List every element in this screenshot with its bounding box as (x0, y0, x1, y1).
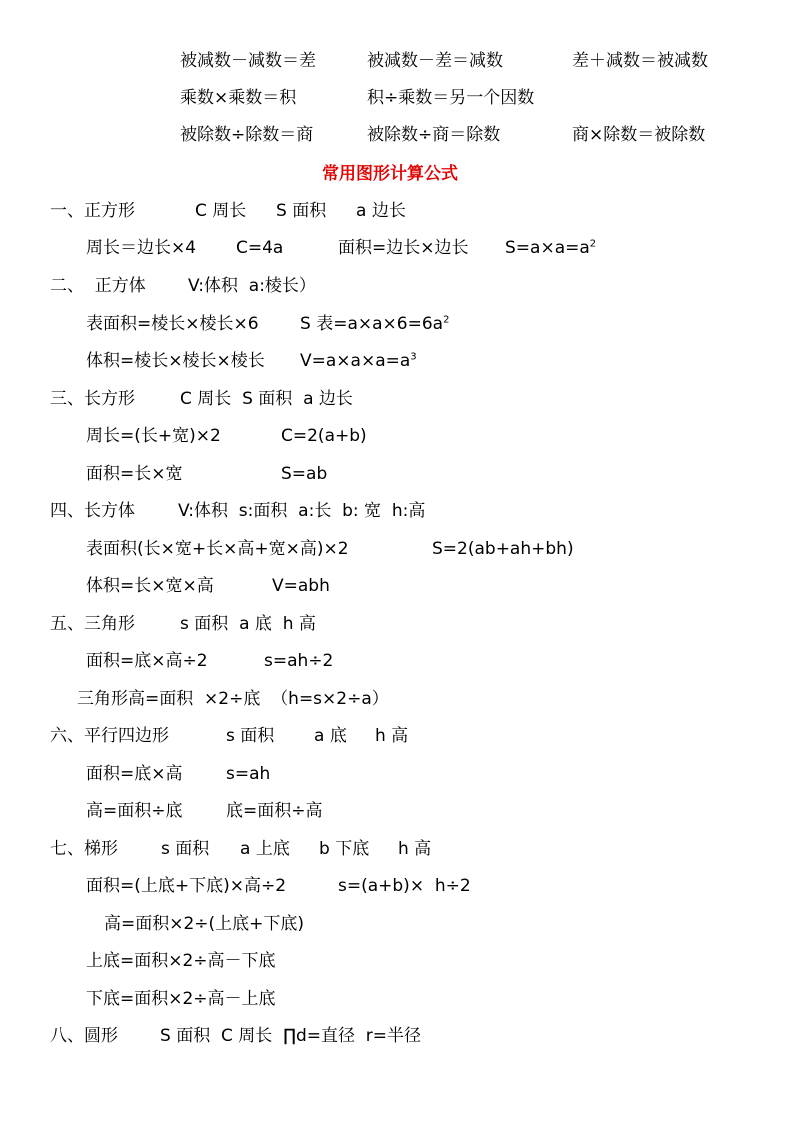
parallelogram-var-height: h 高 (375, 726, 409, 746)
rectangle-vars: C 周长 S 面积 a 边长 (180, 389, 353, 409)
cube-volume-word: 体积=棱长×棱长×棱长 (86, 351, 265, 371)
formula-division-divisor: 被除数÷商＝除数 (367, 125, 501, 145)
cube-vars: V:体积 a:棱长） (188, 276, 316, 296)
rectangle-perimeter-word: 周长=(长+宽)×2 (86, 426, 221, 446)
trapezoid-top-base-formula: 上底=面积×2÷高－下底 (86, 951, 276, 971)
formula-subtraction-difference: 被减数－减数＝差 (180, 51, 316, 71)
cube-surface-word: 表面积=棱长×棱长×6 (86, 314, 259, 334)
trapezoid-var-area: s 面积 (161, 839, 210, 859)
formula-subtraction-subtrahend: 被减数－差＝减数 (367, 51, 503, 71)
cuboid-surface-symbol: S=2(ab+ah+bh) (432, 539, 574, 559)
section-heading-rectangle: 三、长方形 (50, 389, 135, 409)
formula-subtraction-minuend: 差＋减数＝被减数 (572, 51, 708, 71)
trapezoid-bottom-base-formula: 下底=面积×2÷高－上底 (86, 989, 276, 1009)
triangle-area-symbol: s=ah÷2 (264, 651, 334, 671)
section-heading-circle: 八、圆形 (50, 1026, 118, 1046)
trapezoid-area-word: 面积=(上底+下底)×高÷2 (86, 876, 287, 896)
rectangle-perimeter-symbol: C=2(a+b) (281, 426, 367, 446)
trapezoid-height-formula: 高=面积×2÷(上底+下底) (104, 914, 305, 934)
rectangle-area-symbol: S=ab (281, 464, 328, 484)
trapezoid-area-symbol: s=(a+b)× h÷2 (338, 876, 471, 896)
cube-volume-symbol: $V=a\times a\times a=a^3$ (300, 351, 417, 371)
trapezoid-var-height: h 高 (398, 839, 432, 859)
square-area-symbol: $S=a\times a=a^2$ (505, 238, 597, 258)
square-perimeter-word: 周长＝边长×4 (86, 238, 197, 258)
formula-division-dividend: 商×除数＝被除数 (572, 125, 706, 145)
triangle-height-formula: 三角形高=面积 ×2÷底 （h=s×2÷a） (77, 689, 389, 709)
cube-surface-symbol: S 表$=a\times a\times 6=6a^2$ (300, 314, 450, 334)
parallelogram-base-formula: 底=面积÷高 (226, 801, 323, 821)
section-heading-triangle: 五、三角形 (50, 614, 135, 634)
cuboid-volume-symbol: V=abh (272, 576, 330, 596)
formula-multiplication-product: 乘数×乘数＝积 (180, 88, 297, 108)
parallelogram-var-area: s 面积 (226, 726, 275, 746)
square-var-area: S 面积 (276, 201, 327, 221)
triangle-area-word: 面积=底×高÷2 (86, 651, 208, 671)
formula-multiplication-factor: 积÷乘数＝另一个因数 (367, 88, 535, 108)
section-heading-cube: 二、 正方体 (50, 276, 146, 296)
cuboid-volume-word: 体积=长×宽×高 (86, 576, 214, 596)
square-var-side: a 边长 (356, 201, 406, 221)
cuboid-surface-word: 表面积(长×宽+长×高+宽×高)×2 (86, 539, 349, 559)
cuboid-vars: V:体积 s:面积 a:长 b: 宽 h:高 (178, 501, 426, 521)
parallelogram-height-formula: 高=面积÷底 (86, 801, 183, 821)
page-title: 常用图形计算公式 (322, 164, 458, 184)
parallelogram-area-symbol: s=ah (226, 764, 271, 784)
square-perimeter-symbol: C=4a (236, 238, 284, 258)
section-heading-parallelogram: 六、平行四边形 (50, 726, 169, 746)
trapezoid-var-bottom-base: b 下底 (319, 839, 370, 859)
section-heading-square: 一、正方形 (50, 201, 135, 221)
section-heading-cuboid: 四、长方体 (50, 501, 135, 521)
circle-vars: S 面积 C 周长 ∏d=直径 r=半径 (160, 1026, 422, 1046)
triangle-vars: s 面积 a 底 h 高 (180, 614, 316, 634)
square-area-word: 面积=边长×边长 (338, 238, 469, 258)
parallelogram-var-base: a 底 (314, 726, 347, 746)
trapezoid-var-top-base: a 上底 (240, 839, 290, 859)
parallelogram-area-word: 面积=底×高 (86, 764, 183, 784)
section-heading-trapezoid: 七、梯形 (50, 839, 118, 859)
rectangle-area-word: 面积=长×宽 (86, 464, 183, 484)
formula-division-quotient: 被除数÷除数＝商 (180, 125, 314, 145)
square-var-perimeter: C 周长 (195, 201, 247, 221)
